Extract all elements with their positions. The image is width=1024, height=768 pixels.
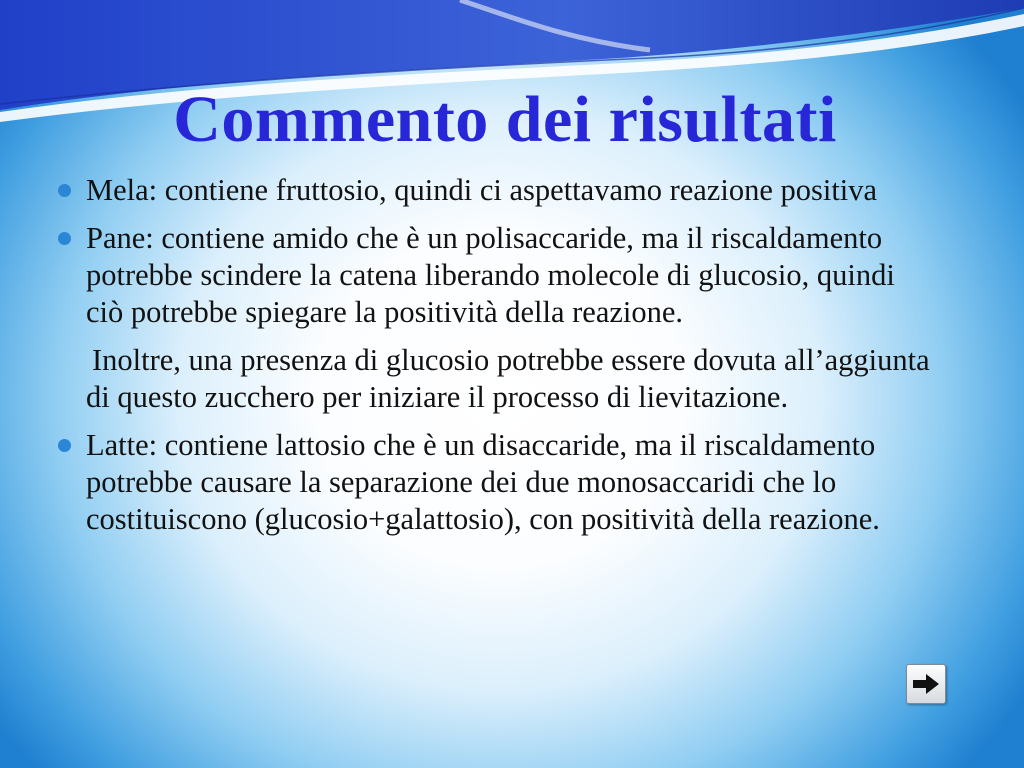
list-item-text: Inoltre, una presenza di glucosio potrebbe essere dovuta all’aggiunta di questo zucchero per iniziare il processo di lievitazione.	[86, 343, 930, 414]
list-item-continuation	[58, 342, 938, 416]
list-item-text: Latte: contiene lattosio che è un disaccaride, ma il riscaldamento potrebbe causare la separazione dei due monosaccaridi che lo costituiscono (glucosio+galattosio), con positività della reazione.	[86, 428, 880, 536]
list-item	[58, 172, 938, 209]
list-item-text: Pane: contiene amido che è un polisaccaride, ma il riscaldamento potrebbe scindere la catena liberando molecole di glucosio, quindi ciò potrebbe spiegare la positività della reazione.	[86, 221, 895, 329]
bullet-icon	[58, 232, 71, 245]
list-item	[58, 427, 938, 538]
next-slide-button[interactable]	[906, 664, 946, 704]
slide-title: Commento dei risultati	[173, 83, 837, 156]
right-arrow-icon	[911, 673, 941, 695]
bullet-icon	[58, 184, 71, 197]
bullet-list	[58, 172, 938, 549]
bullet-icon	[58, 439, 71, 452]
list-item-text: Mela: contiene fruttosio, quindi ci aspettavamo reazione positiva	[86, 173, 878, 207]
list-item	[58, 220, 938, 331]
